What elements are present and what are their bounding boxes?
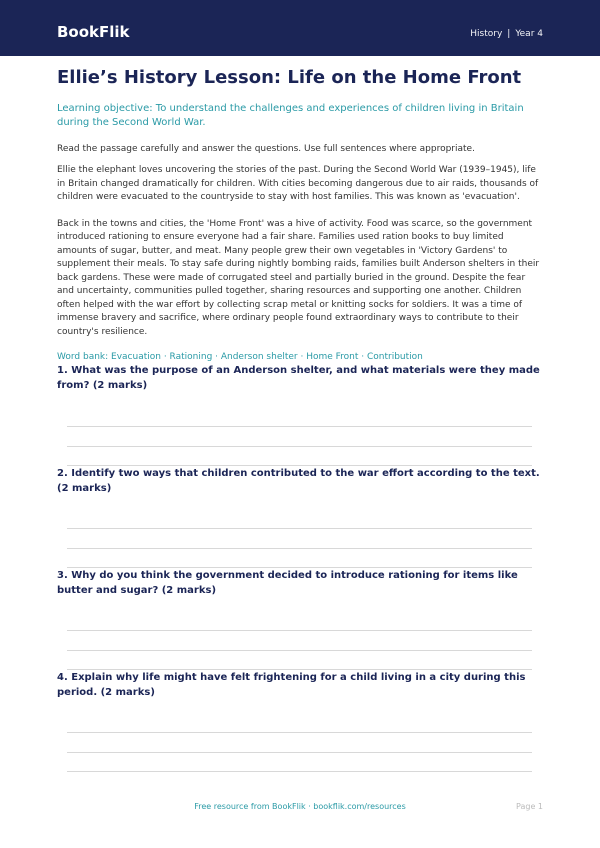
question-4 bbox=[57, 670, 543, 700]
answer-line-2-1[interactable] bbox=[67, 528, 532, 529]
header-bar bbox=[0, 0, 600, 56]
year-label: Year 4 bbox=[515, 29, 543, 39]
meta-separator: | bbox=[507, 29, 511, 39]
learning-objective: Learning objective: To understand the challenges and experiences of children living in Britain during the Second World War. bbox=[57, 103, 524, 128]
subject-year-meta bbox=[470, 28, 543, 40]
answer-line-1-1[interactable] bbox=[67, 426, 532, 427]
footer-page-number: Page 1 bbox=[516, 802, 543, 811]
answer-line-3-2[interactable] bbox=[67, 650, 532, 651]
word-bank: Word bank: Evacuation · Rationing · Anderson shelter · Home Front · Contribution bbox=[57, 352, 423, 362]
question-3-text: 3. Why do you think the government decided to introduce rationing for items like butter and sugar? (2 marks) bbox=[57, 570, 518, 596]
page-title: Ellie’s History Lesson: Life on the Home Front bbox=[57, 67, 522, 88]
answer-line-4-2[interactable] bbox=[67, 752, 532, 753]
instructions-text: Read the passage carefully and answer the questions. Use full sentences where appropriate. bbox=[57, 144, 475, 154]
passage-paragraph-1: Ellie the elephant loves uncovering the stories of the past. During the Second World War (1939–1945), life in Britain changed dramatically for children. With cities becoming dangerous due to air raids, thousands of children were evacuated to the countryside to stay with host families. This was known as 'evacuation'. bbox=[57, 165, 539, 202]
answer-line-3-1[interactable] bbox=[67, 630, 532, 631]
footer-resource-link[interactable]: Free resource from BookFlik · bookflik.com/resources bbox=[194, 802, 406, 811]
passage-paragraph-2: Back in the towns and cities, the 'Home Front' was a hive of activity. Food was scarce, so the government introduced rationing to ensure everyone had a fair share. Families used ration books to buy limited amounts of sugar, butter, and meat. Many people grew their own vegetables in 'Victory Gardens' to supplement their meals. To stay safe during nightly bombing raids, families built Anderson shelters in their back gardens. These were made of corrugated steel and partially buried in the ground. Despite the fear and uncertainty, communities pulled together, sharing resources and supporting one another. Children often helped with the war effort by collecting scrap metal or knitting socks for soldiers. It was a time of immense bravery and sacrifice, where ordinary people found extraordinary ways to contribute to their country's resilience. bbox=[57, 218, 540, 337]
question-3 bbox=[57, 568, 543, 598]
answer-line-1-2[interactable] bbox=[67, 446, 532, 447]
question-1-text: 1. What was the purpose of an Anderson shelter, and what materials were they made from? (2 marks) bbox=[57, 365, 540, 391]
question-2 bbox=[57, 466, 543, 496]
answer-line-4-3[interactable] bbox=[67, 771, 532, 772]
question-4-text: 4. Explain why life might have felt frightening for a child living in a city during this period. (2 marks) bbox=[57, 672, 526, 698]
question-2-text: 2. Identify two ways that children contributed to the war effort according to the text. (2 marks) bbox=[57, 468, 540, 494]
brand-logo-text[interactable]: BookFlik bbox=[57, 23, 130, 41]
question-1 bbox=[57, 363, 543, 393]
worksheet-content bbox=[57, 66, 543, 364]
subject-label: History bbox=[470, 29, 503, 39]
answer-line-2-2[interactable] bbox=[67, 548, 532, 549]
answer-line-4-1[interactable] bbox=[67, 732, 532, 733]
